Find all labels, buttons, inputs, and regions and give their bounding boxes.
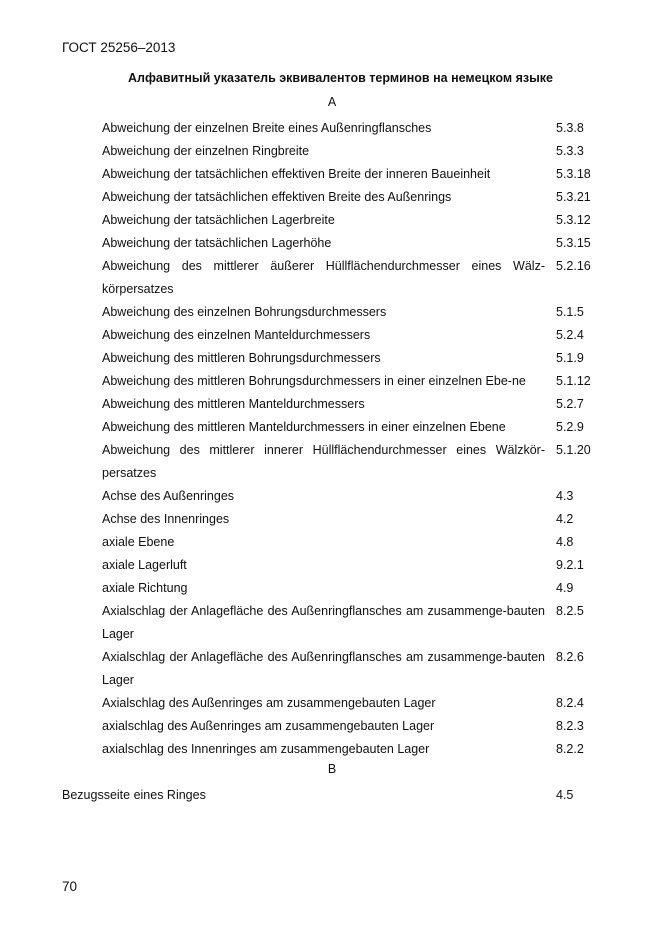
entry-ref: 4.8 bbox=[556, 535, 574, 549]
entry-term: Abweichung der tatsächlichen effektiven Breite der inneren Baueinheit bbox=[102, 167, 491, 181]
index-entry bbox=[62, 209, 602, 232]
index-entry bbox=[62, 577, 602, 600]
entry-ref: 4.5 bbox=[556, 788, 574, 802]
entry-term: Abweichung der einzelnen Ringbreite bbox=[102, 144, 310, 158]
entry-term: Abweichung der einzelnen Breite eines Außenringflansches bbox=[102, 121, 432, 135]
index-title: Алфавитный указатель эквивалентов терминов на немецком языке bbox=[128, 71, 553, 85]
index-entry bbox=[62, 232, 602, 255]
index-entry bbox=[62, 646, 602, 692]
entry-term: Abweichung des mittlerer innerer Hüllflächendurchmesser eines Wälzkör-persatzes bbox=[102, 443, 545, 480]
entry-term: Abweichung des mittleren Manteldurchmessers bbox=[102, 397, 365, 411]
page-number: 70 bbox=[62, 879, 78, 894]
entry-ref: 8.2.3 bbox=[556, 719, 584, 733]
entry-term: Axialschlag der Anlagefläche des Außenringflansches am zusammenge-bauten Lager bbox=[102, 604, 545, 641]
entry-ref: 5.1.12 bbox=[556, 374, 591, 388]
index-entry bbox=[62, 186, 602, 209]
entry-term: Axialschlag des Außenringes am zusammengebauten Lager bbox=[102, 696, 436, 710]
entry-ref: 5.3.15 bbox=[556, 236, 591, 250]
entry-ref: 5.2.7 bbox=[556, 397, 584, 411]
entry-term: axialschlag des Außenringes am zusammengebauten Lager bbox=[102, 719, 435, 733]
index-entry bbox=[62, 715, 602, 738]
entry-ref: 8.2.2 bbox=[556, 742, 584, 756]
index-entry bbox=[62, 117, 602, 140]
entry-term: Abweichung des einzelnen Manteldurchmessers bbox=[102, 328, 371, 342]
entry-ref: 9.2.1 bbox=[556, 558, 584, 572]
index-entry bbox=[62, 163, 602, 186]
index-entry bbox=[62, 508, 602, 531]
index-entry bbox=[62, 485, 602, 508]
entry-ref: 5.2.16 bbox=[556, 259, 591, 273]
entry-term: Abweichung des mittleren Manteldurchmessers in einer einzelnen Ebene bbox=[102, 420, 506, 434]
entry-term: axialschlag des Innenringes am zusammengebauten Lager bbox=[102, 742, 430, 756]
entry-ref: 5.3.12 bbox=[556, 213, 591, 227]
standard-header: ГОСТ 25256–2013 bbox=[62, 40, 176, 55]
index-entry bbox=[62, 600, 602, 646]
term-index bbox=[62, 94, 602, 807]
entry-term: Abweichung der tatsächlichen Lagerhöhe bbox=[102, 236, 332, 250]
index-entry bbox=[62, 140, 602, 163]
entry-ref: 8.2.6 bbox=[556, 650, 584, 664]
entry-term: Abweichung des mittleren Bohrungsdurchmessers in einer einzelnen Ebe-ne bbox=[102, 374, 526, 388]
index-entry bbox=[62, 393, 602, 416]
entry-ref: 5.3.18 bbox=[556, 167, 591, 181]
entry-ref: 8.2.4 bbox=[556, 696, 584, 710]
entry-term: Abweichung des einzelnen Bohrungsdurchmessers bbox=[102, 305, 387, 319]
index-entry bbox=[62, 347, 602, 370]
entry-ref: 4.2 bbox=[556, 512, 574, 526]
entry-term: Abweichung des mittlerer äußerer Hüllflächendurchmesser eines Wälz-körpersatzes bbox=[102, 259, 545, 296]
index-entry bbox=[62, 531, 602, 554]
entry-term: axiale Lagerluft bbox=[102, 558, 187, 572]
index-entry bbox=[62, 416, 602, 439]
entry-term: Abweichung der tatsächlichen Lagerbreite bbox=[102, 213, 335, 227]
index-entry bbox=[62, 554, 602, 577]
entry-ref: 5.2.4 bbox=[556, 328, 584, 342]
entry-ref: 5.2.9 bbox=[556, 420, 584, 434]
section-letter: B bbox=[327, 762, 337, 776]
index-entry bbox=[62, 324, 602, 347]
entry-term: Abweichung der tatsächlichen effektiven Breite des Außenrings bbox=[102, 190, 452, 204]
entry-term: Axialschlag der Anlagefläche des Außenringflansches am zusammenge-bauten Lager bbox=[102, 650, 545, 687]
entry-ref: 8.2.5 bbox=[556, 604, 584, 618]
entry-term: axiale Ebene bbox=[102, 535, 175, 549]
entry-ref: 5.3.8 bbox=[556, 121, 584, 135]
entry-ref: 4.3 bbox=[556, 489, 574, 503]
index-entry bbox=[62, 301, 602, 324]
entry-term: axiale Richtung bbox=[102, 581, 188, 595]
index-entry bbox=[62, 738, 602, 761]
index-entry bbox=[62, 255, 602, 301]
section-letter: A bbox=[327, 95, 337, 109]
entry-term: Bezugsseite eines Ringes bbox=[62, 788, 206, 802]
entry-ref: 5.3.21 bbox=[556, 190, 591, 204]
entry-ref: 5.1.20 bbox=[556, 443, 591, 457]
index-entry bbox=[62, 439, 602, 485]
entry-ref: 5.1.9 bbox=[556, 351, 584, 365]
index-entry bbox=[62, 370, 602, 393]
entry-ref: 4.9 bbox=[556, 581, 574, 595]
entry-ref: 5.3.3 bbox=[556, 144, 584, 158]
index-entry bbox=[62, 784, 602, 807]
entry-term: Achse des Innenringes bbox=[102, 512, 230, 526]
entry-term: Achse des Außenringes bbox=[102, 489, 235, 503]
entry-term: Abweichung des mittleren Bohrungsdurchmessers bbox=[102, 351, 381, 365]
entry-ref: 5.1.5 bbox=[556, 305, 584, 319]
index-entry bbox=[62, 692, 602, 715]
